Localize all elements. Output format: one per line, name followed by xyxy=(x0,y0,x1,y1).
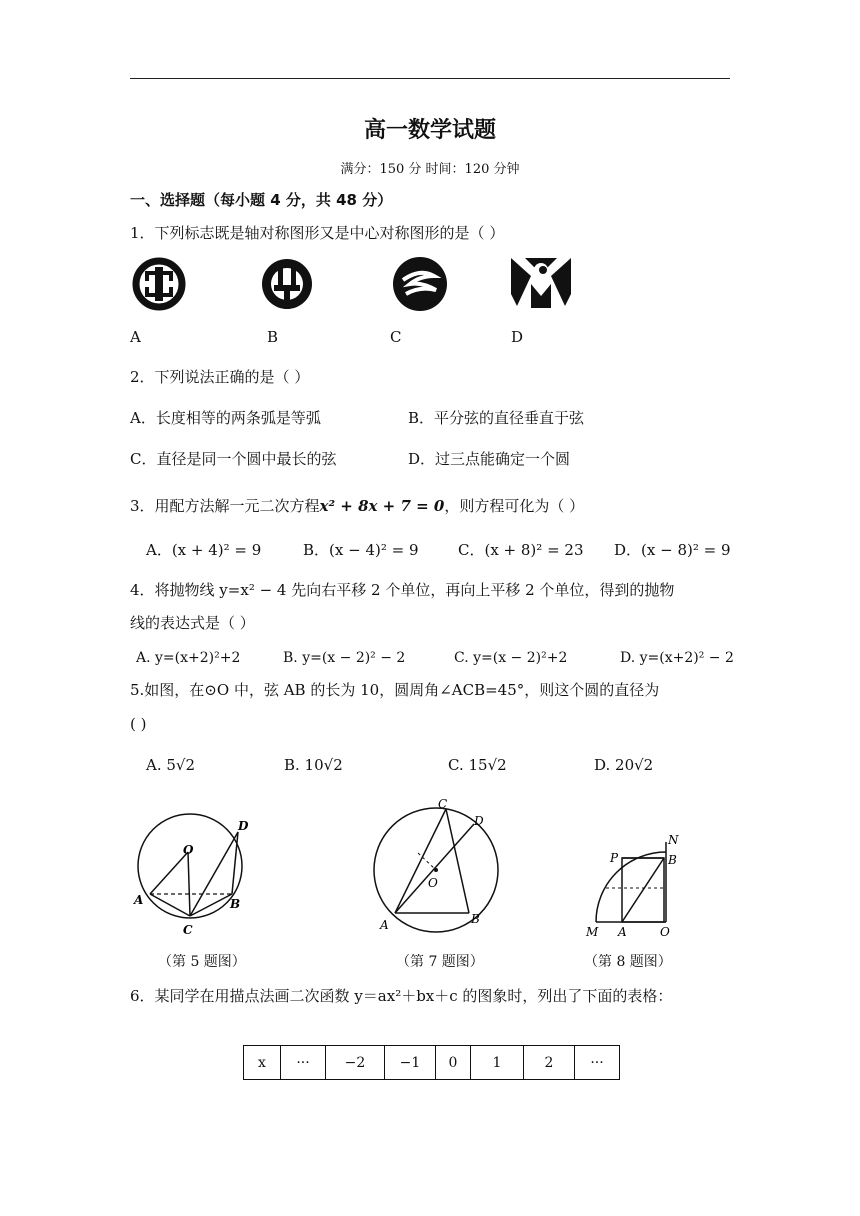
fig7-label-d: D xyxy=(474,814,484,828)
china-mobile-logo-icon xyxy=(390,254,450,314)
fig8-label-m: M xyxy=(586,925,599,939)
fig8-caption: （第 8 题图） xyxy=(584,954,672,970)
q3-equation: x² + 8x + 7 = 0 xyxy=(319,497,445,515)
q4-stem-line1: 4．将抛物线 y=x² − 4 先向右平移 2 个单位，再向上平移 2 个单位，得到的抛物 xyxy=(130,581,675,599)
q6-value-table xyxy=(243,1045,620,1080)
q6-stem: 6．某同学在用描点法画二次函数 y＝ax²＋bx＋c 的图象时，列出了下面的表格： xyxy=(130,987,673,1005)
q4-option-d: D. y=(x+2)² − 2 xyxy=(620,650,734,666)
bank-logo-icon xyxy=(258,255,318,313)
table-cell: x xyxy=(244,1046,281,1080)
figure-8 xyxy=(584,830,684,940)
figure-5 xyxy=(128,808,258,938)
q1-label-c: C xyxy=(390,328,402,346)
section-heading: 一、选择题（每小题 4 分，共 48 分） xyxy=(130,191,393,209)
fig5-label-a: A xyxy=(134,893,144,907)
q4-stem-line2: 线的表达式是（ ） xyxy=(130,614,255,632)
table-cell: 1 xyxy=(471,1046,524,1080)
fig7-label-o: O xyxy=(428,876,438,890)
q1-label-d: D xyxy=(511,328,524,346)
fig8-label-a: A xyxy=(618,925,627,939)
q1-label-b: B xyxy=(267,328,279,346)
fig7-label-b: B xyxy=(471,912,480,926)
q5-option-c: C. 15√2 xyxy=(448,756,507,774)
icbc-logo-icon xyxy=(130,256,190,312)
q2-option-d: D．过三点能确定一个圆 xyxy=(408,450,571,468)
credit-union-logo-icon xyxy=(507,254,575,312)
fig5-label-d: D xyxy=(238,819,249,833)
q5-option-b: B. 10√2 xyxy=(284,756,343,774)
q3-stem-end: ，则方程可化为（ ） xyxy=(444,497,585,515)
q4-option-a: A. y=(x+2)²+2 xyxy=(136,650,241,666)
fig8-label-b: B xyxy=(668,853,677,867)
fig7-label-a: A xyxy=(380,918,389,932)
fig5-label-b: B xyxy=(230,897,241,911)
table-cell: ··· xyxy=(281,1046,326,1080)
table-cell: ··· xyxy=(575,1046,620,1080)
fig5-caption: （第 5 题图） xyxy=(158,954,246,970)
q2-option-b: B．平分弦的直径垂直于弦 xyxy=(408,409,585,427)
fig8-label-o: O xyxy=(660,925,670,939)
q2-stem: 2．下列说法正确的是（ ） xyxy=(130,368,310,386)
fig7-caption: （第 7 题图） xyxy=(396,954,484,970)
q3-option-a: A．(x + 4)² = 9 xyxy=(146,541,262,559)
fig5-label-o: O xyxy=(183,843,194,857)
table-cell: −2 xyxy=(326,1046,385,1080)
q5-stem-line1: 5.如图，在⊙O 中，弦 AB 的长为 10，圆周角∠ACB=45°，则这个圆的直径为 xyxy=(130,681,660,699)
q1-stem: 1．下列标志既是轴对称图形又是中心对称图形的是（ ） xyxy=(130,224,505,242)
q2-option-c: C．直径是同一个圆中最长的弦 xyxy=(130,450,337,468)
table-row xyxy=(244,1046,620,1080)
q3-stem: 3．用配方法解一元二次方程 xyxy=(130,497,320,515)
table-cell: 0 xyxy=(436,1046,471,1080)
table-cell: 2 xyxy=(524,1046,575,1080)
fig8-label-n: N xyxy=(668,833,679,847)
page-title: 高一数学试题 xyxy=(363,118,496,143)
fig5-label-c: C xyxy=(183,923,193,937)
q5-stem-line2: ( ) xyxy=(130,715,147,733)
exam-meta: 满分：150 分 时间：120 分钟 xyxy=(340,162,520,177)
q1-label-a: A xyxy=(130,328,141,346)
q3-option-c: C．(x + 8)² = 23 xyxy=(458,541,584,559)
q5-option-d: D. 20√2 xyxy=(594,756,654,774)
fig8-label-p: P xyxy=(610,851,619,865)
fig7-label-c: C xyxy=(438,797,448,811)
table-cell: −1 xyxy=(385,1046,436,1080)
q3-option-d: D．(x − 8)² = 9 xyxy=(614,541,731,559)
q3-option-b: B．(x − 4)² = 9 xyxy=(303,541,419,559)
q4-option-b: B. y=(x − 2)² − 2 xyxy=(283,650,406,666)
q5-option-a: A. 5√2 xyxy=(146,756,196,774)
figure-7 xyxy=(368,795,508,940)
q2-option-a: A．长度相等的两条弧是等弧 xyxy=(130,409,321,427)
top-rule xyxy=(130,78,730,79)
q4-option-c: C. y=(x − 2)²+2 xyxy=(454,650,568,666)
